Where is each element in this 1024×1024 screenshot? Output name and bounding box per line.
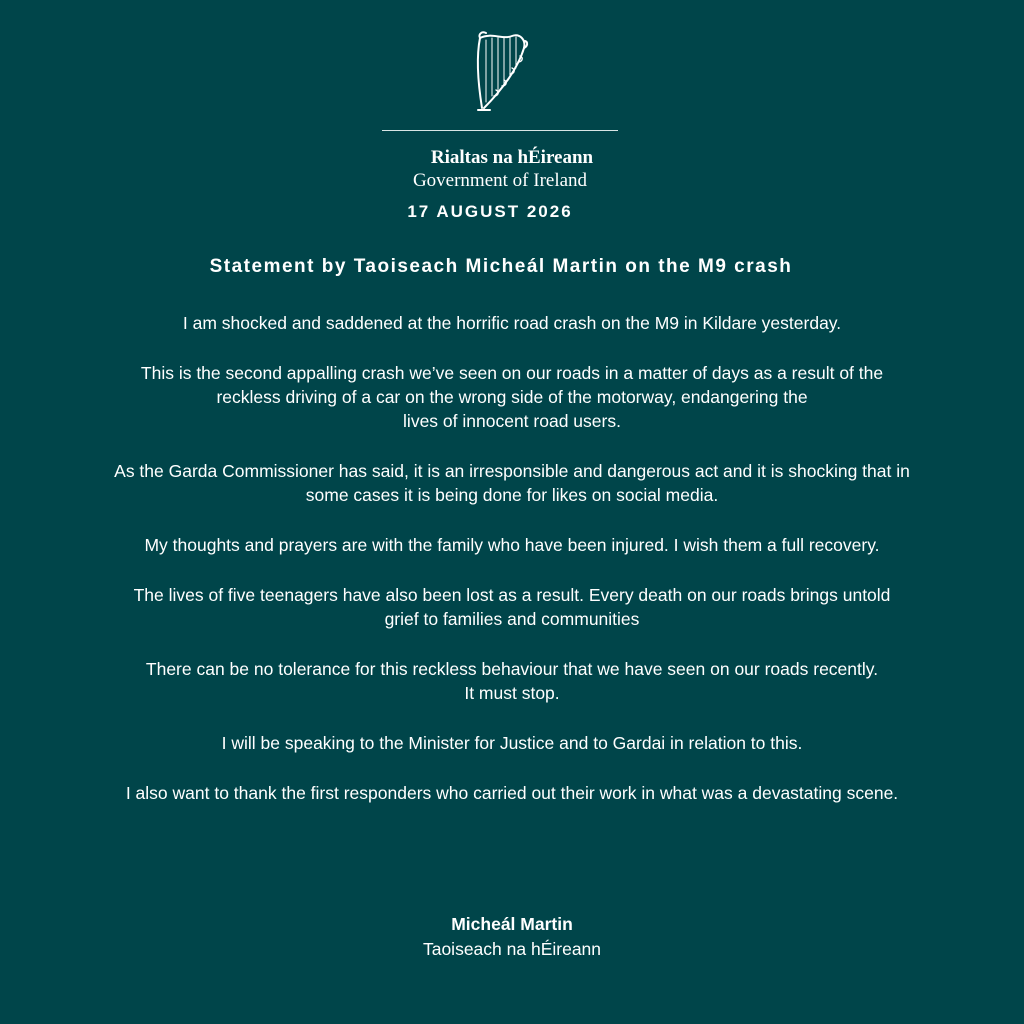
signatory-role: Taoiseach na hÉireann: [422, 939, 602, 959]
statement-paragraph: [40, 731, 984, 755]
header-divider: [382, 130, 618, 131]
statement-paragraph: [40, 459, 984, 507]
signature-block: [0, 912, 1024, 962]
statement-line: As the Garda Commissioner has said, it is an irresponsible and dangerous act and it is shocking that in: [114, 461, 910, 481]
statement-line: grief to families and communities: [384, 609, 640, 629]
harp-emblem-icon: [468, 28, 532, 118]
statement-paragraph: [40, 361, 984, 433]
statement-line: There can be no tolerance for this reckless behaviour that we have seen on our roads recently.: [145, 659, 879, 679]
statement-body: [40, 311, 984, 831]
statement-paragraph: [40, 311, 984, 335]
statement-line: some cases it is being done for likes on social media.: [305, 485, 719, 505]
statement-line: It must stop.: [464, 683, 560, 703]
statement-date: 17 AUGUST 2026: [407, 202, 573, 221]
statement-line: This is the second appalling crash we’ve seen on our roads in a matter of days as a result of the: [140, 363, 884, 383]
statement-paragraph: [40, 533, 984, 557]
statement-line: I will be speaking to the Minister for Justice and to Gardai in relation to this.: [221, 733, 803, 753]
statement-paragraph: [40, 657, 984, 705]
statement-line: My thoughts and prayers are with the family who have been injured. I wish them a full recovery.: [144, 535, 880, 555]
government-name-english: Government of Ireland: [412, 170, 588, 191]
statement-line: lives of innocent road users.: [403, 411, 621, 431]
statement-title: Statement by Taoiseach Micheál Martin on the M9 crash: [209, 256, 793, 277]
statement-line: I am shocked and saddened at the horrific road crash on the M9 in Kildare yesterday.: [182, 313, 842, 333]
statement-line: reckless driving of a car on the wrong side of the motorway, endangering the: [216, 387, 808, 407]
statement-paragraph: [40, 583, 984, 631]
statement-line: I also want to thank the first responders who carried out their work in what was a devastating scene.: [125, 783, 899, 803]
statement-paragraph: [40, 781, 984, 805]
signatory-name: Micheál Martin: [451, 914, 573, 934]
government-name-irish: Rialtas na hÉireann: [430, 147, 594, 168]
statement-line: The lives of five teenagers have also been lost as a result. Every death on our roads brings untold: [133, 585, 891, 605]
